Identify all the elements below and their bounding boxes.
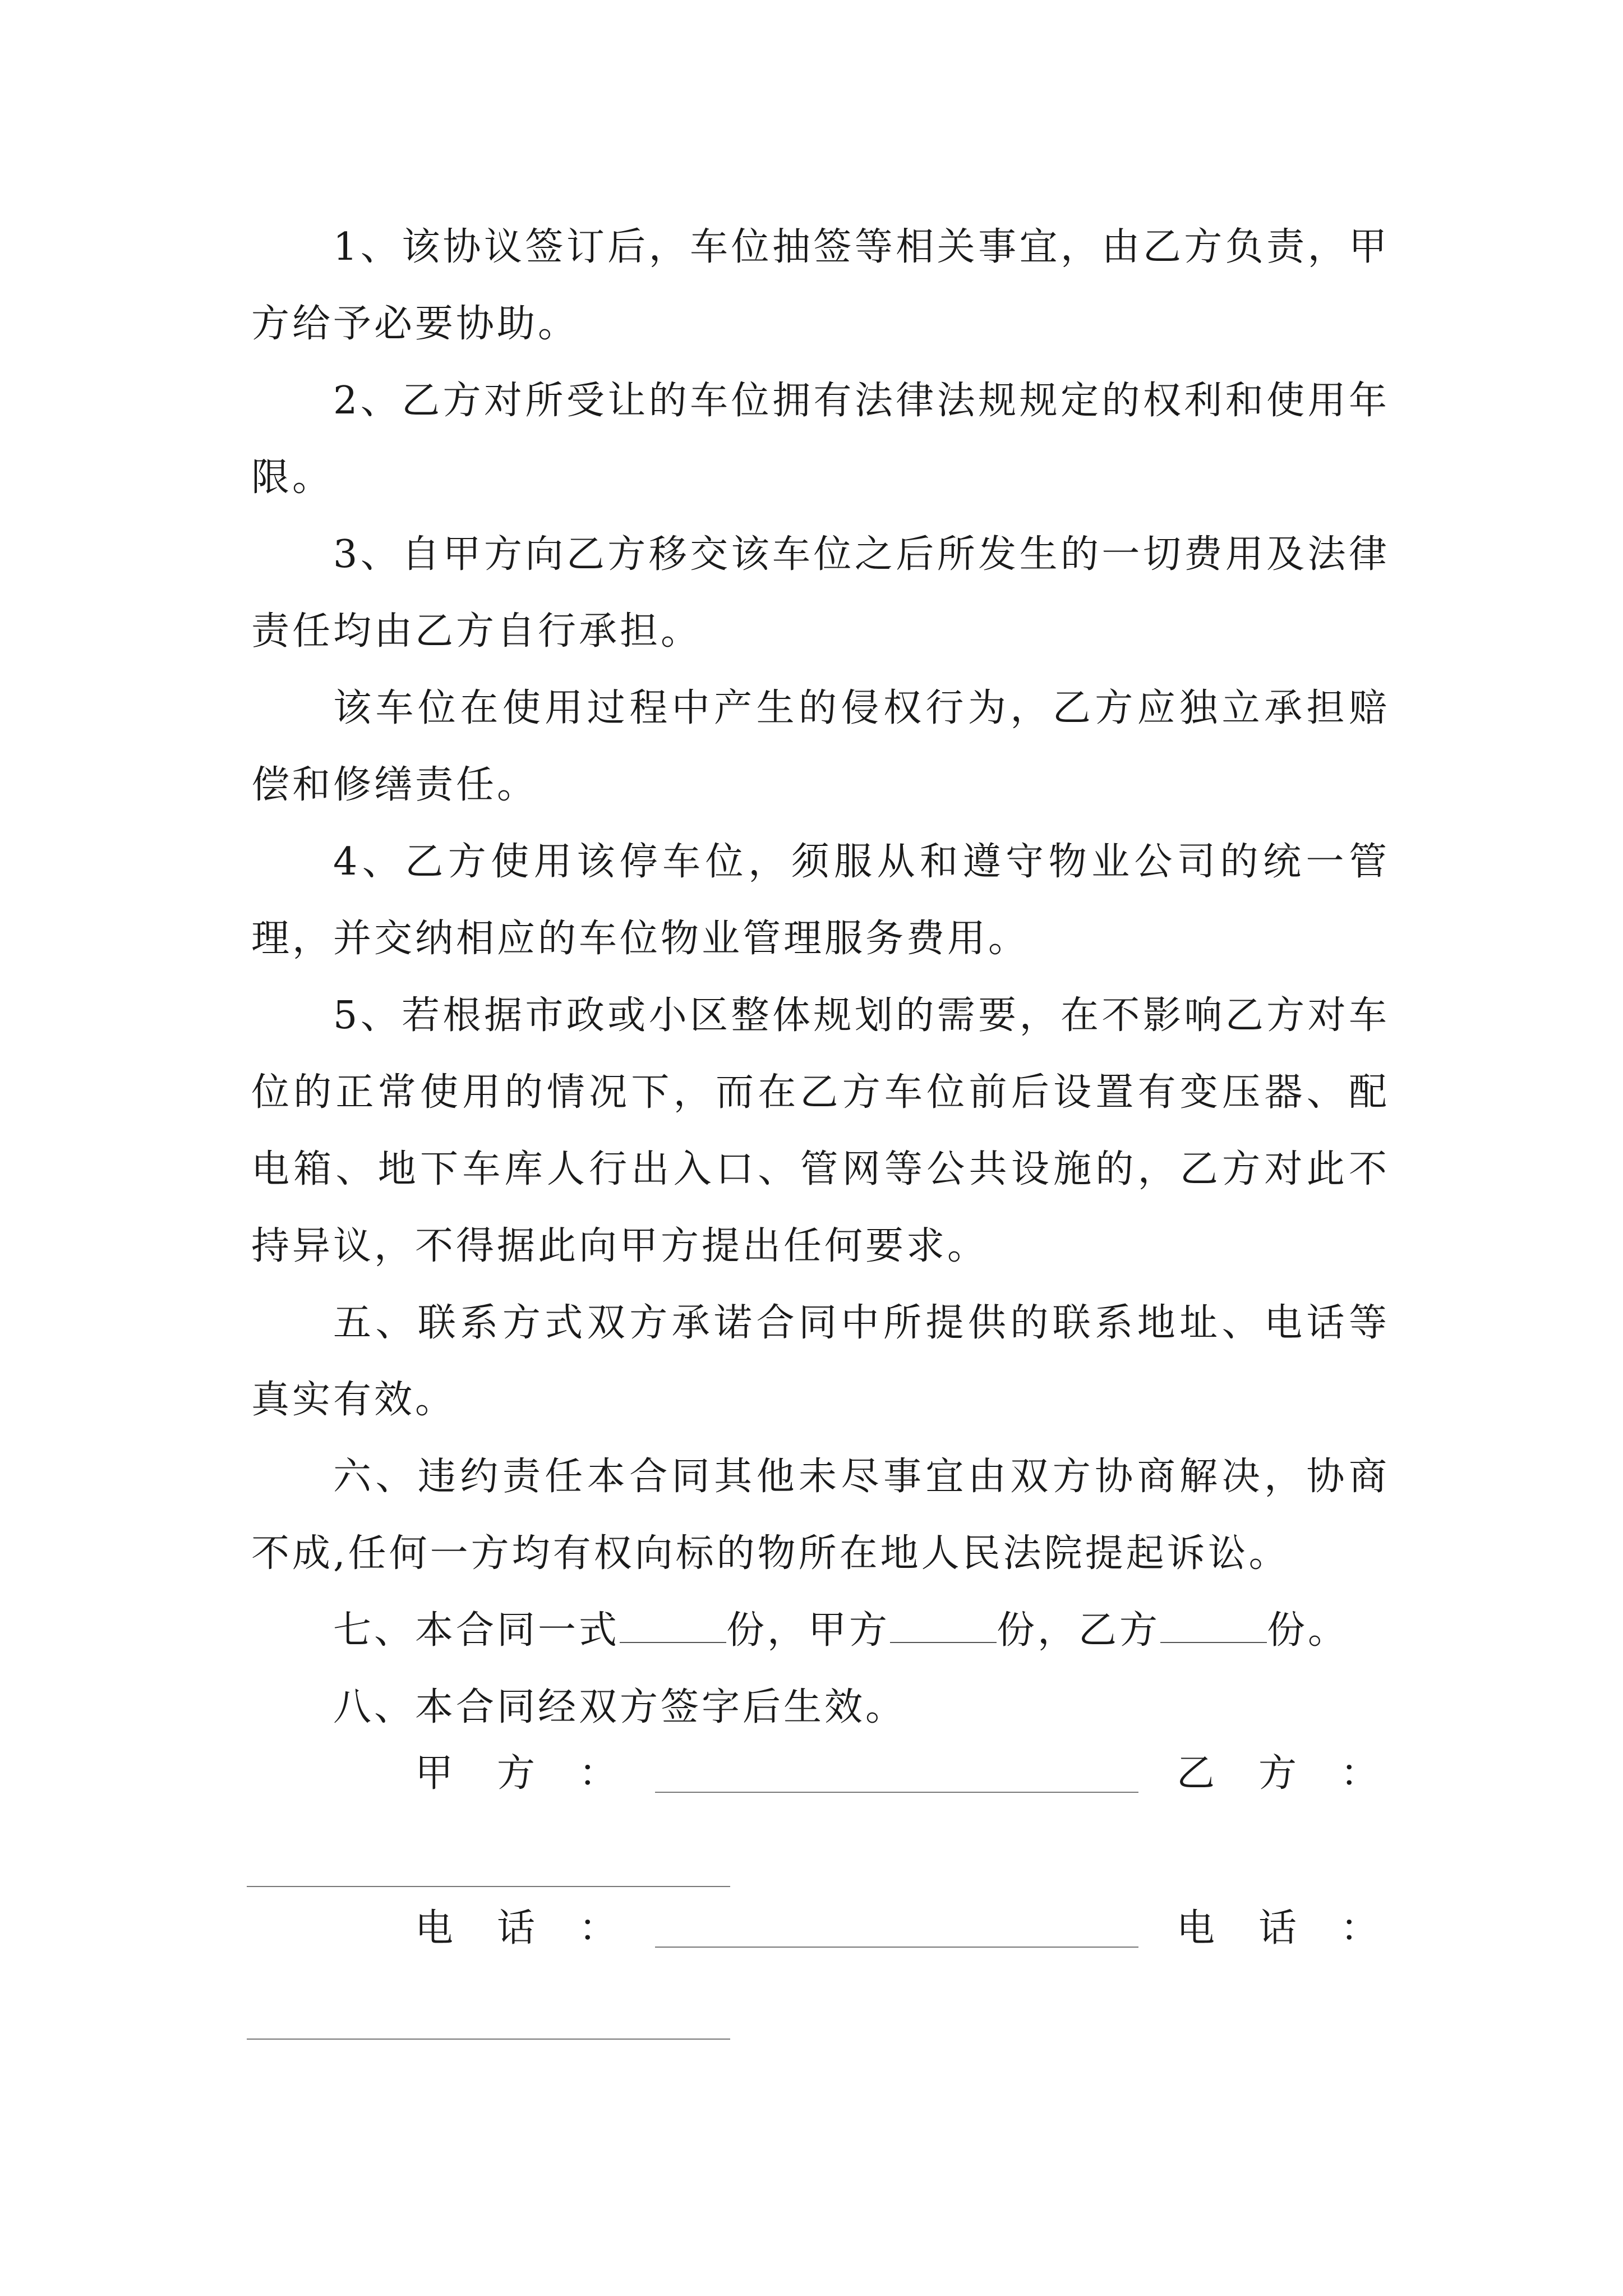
phone-row bbox=[251, 1901, 1390, 1957]
section-5-contact: 五、联系方式双方承诺合同中所提供的联系地址、电话等真实有效。 bbox=[251, 1301, 1390, 1422]
phone-b-line[interactable] bbox=[247, 2039, 730, 2040]
clause-4: 4、乙方使用该停车位，须服从和遵守物业公司的统一管理，并交纳相应的车位物业管理服务费用。 bbox=[251, 840, 1390, 961]
copies-text-1: 七、本合同一式 bbox=[333, 1608, 620, 1653]
phone-a-label: 电 话 ： bbox=[415, 1906, 620, 1950]
copies-text-2: 份，甲方 bbox=[726, 1608, 891, 1653]
clause-1: 1、该协议签订后，车位抽签等相关事宜，由乙方负责，甲方给予必要协助。 bbox=[251, 225, 1390, 346]
section-7-copies bbox=[251, 1592, 1390, 1669]
party-b-signature-line[interactable] bbox=[247, 1886, 730, 1887]
contract-body bbox=[251, 209, 1390, 1746]
section-8-effective: 八、本合同经双方签字后生效。 bbox=[333, 1685, 907, 1729]
clause-3: 3、自甲方向乙方移交该车位之后所发生的一切费用及法律责任均由乙方自行承担。 bbox=[251, 532, 1390, 654]
party-signature-row bbox=[251, 1746, 1390, 1802]
clause-2: 2、乙方对所受让的车位拥有法律法规规定的权利和使用年限。 bbox=[251, 379, 1390, 500]
party-a-signature-line[interactable] bbox=[655, 1792, 1138, 1793]
copies-text-3: 份，乙方 bbox=[997, 1608, 1161, 1653]
clause-5: 5、若根据市政或小区整体规划的需要，在不影响乙方对车位的正常使用的情况下，而在乙方车位前后设置有变压器、配电箱、地下车库人行出入口、管网等公共设施的，乙方对此不持异议，不得据此向甲方提出任何要求。 bbox=[251, 993, 1390, 1268]
phone-a-line[interactable] bbox=[655, 1947, 1138, 1948]
phone-b-label: 电 话 ： bbox=[1177, 1906, 1382, 1950]
clause-3-infringement: 该车位在使用过程中产生的侵权行为，乙方应独立承担赔偿和修缮责任。 bbox=[251, 686, 1390, 807]
party-a-label: 甲 方 ： bbox=[415, 1751, 620, 1796]
copies-total-blank[interactable] bbox=[620, 1611, 726, 1643]
copies-text-4: 份。 bbox=[1267, 1608, 1349, 1653]
copies-party-a-blank[interactable] bbox=[890, 1611, 997, 1643]
copies-party-b-blank[interactable] bbox=[1160, 1611, 1267, 1643]
party-b-label: 乙 方 ： bbox=[1177, 1751, 1382, 1796]
section-6-liability: 六、违约责任本合同其他未尽事宜由双方协商解决，协商不成,任何一方均有权向标的物所在地人民法院提起诉讼。 bbox=[251, 1455, 1390, 1576]
